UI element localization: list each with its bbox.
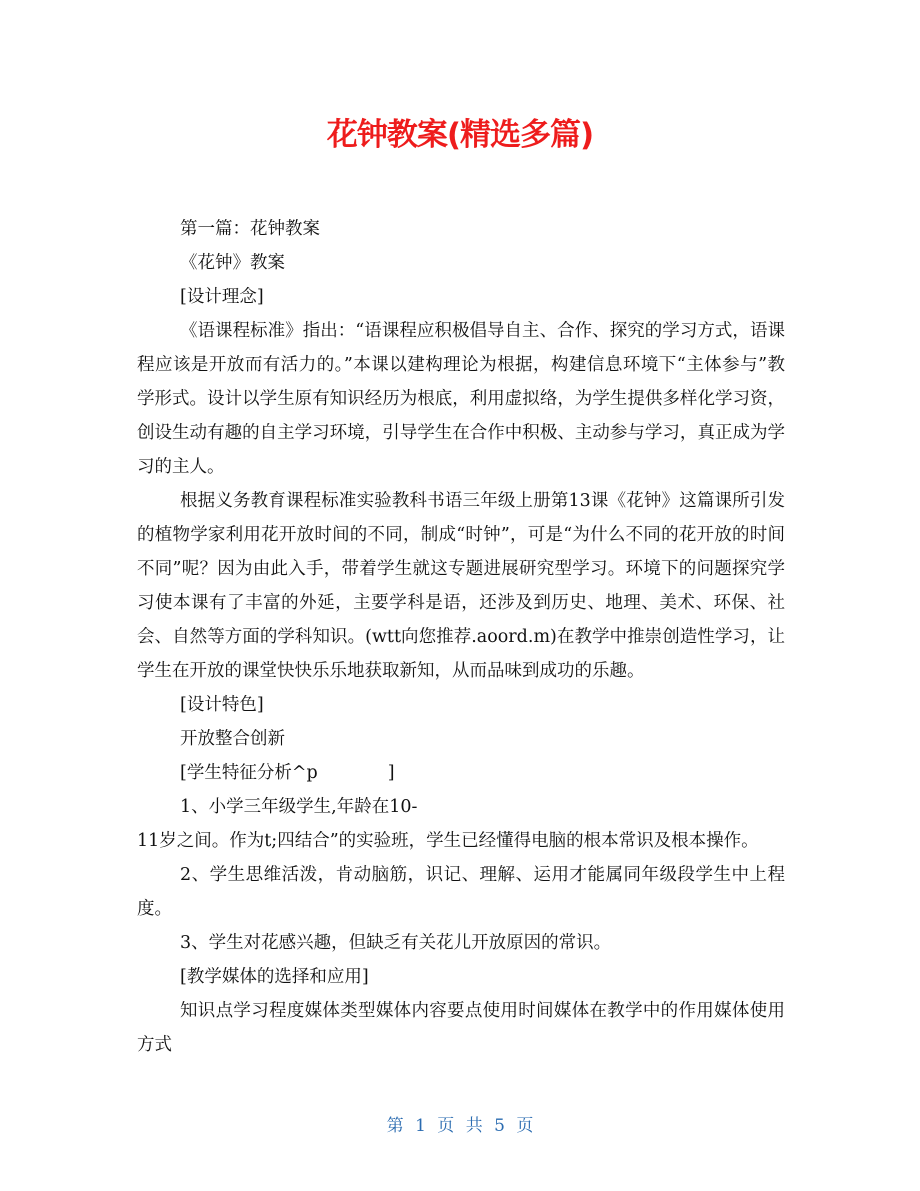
design-features-text: 开放整合创新 [180, 729, 285, 749]
design-concept-heading: [设计理念] [180, 287, 264, 307]
section-heading-1: 第一篇：花钟教案 [180, 219, 320, 239]
list-item: 2、学生思维活泼，肯动脑筋，识记、理解、运用才能属同年级段学生中上程度。 [137, 865, 785, 919]
list-item-continuation: 11岁之间。作为t;四结合”的实验班，学生已经懂得电脑的根本常识及根本操作。 [137, 831, 759, 851]
document-title: 花钟教案(精选多篇) [326, 117, 594, 153]
paragraph: 知识点学习程度媒体类型媒体内容要点使用时间媒体在教学中的作用媒体使用方式 [137, 1001, 785, 1055]
student-analysis-heading: [学生特征分析^p ] [180, 763, 395, 783]
list-item: 3、学生对花感兴趣，但缺乏有关花儿开放原因的常识。 [180, 933, 612, 953]
design-features-heading: [设计特色] [180, 695, 264, 715]
page-footer: 第 1 页 共 5 页 [386, 1116, 534, 1136]
list-item: 1、小学三年级学生,年龄在10- [180, 797, 418, 817]
lesson-title: 《花钟》教案 [180, 253, 285, 273]
paragraph: 根据义务教育课程标准实验教科书语三年级上册第13课《花钟》这篇课所引发的植物学家利用花开放时间的不同，制成“时钟”，可是“为什么不同的花开放的时间不同”呢？因为由此入手，带着学生就这专题进展研究型学习。环境下的问题探究学习使本课有了丰富的外延，主要学科是语，还涉及到历史、地理、美术、环保、社会、自然等方面的学科知识。(wtt向您推荐.aoord.m)在教学中推崇创造性学习，让学生在开放的课堂快快乐乐地获取新知，从而品味到成功的乐趣。 [137, 491, 785, 681]
media-heading: [教学媒体的选择和应用] [180, 967, 369, 987]
document-body [137, 212, 785, 1062]
paragraph: 《语课程标准》指出：“语课程应积极倡导自主、合作、探究的学习方式，语课程应该是开放而有活力的。”本课以建构理论为根据，构建信息环境下“主体参与”教学形式。设计以学生原有知识经历为根底，利用虚拟络，为学生提供多样化学习资，创设生动有趣的自主学习环境，引导学生在合作中积极、主动参与学习，真正成为学习的主人。 [137, 321, 785, 477]
